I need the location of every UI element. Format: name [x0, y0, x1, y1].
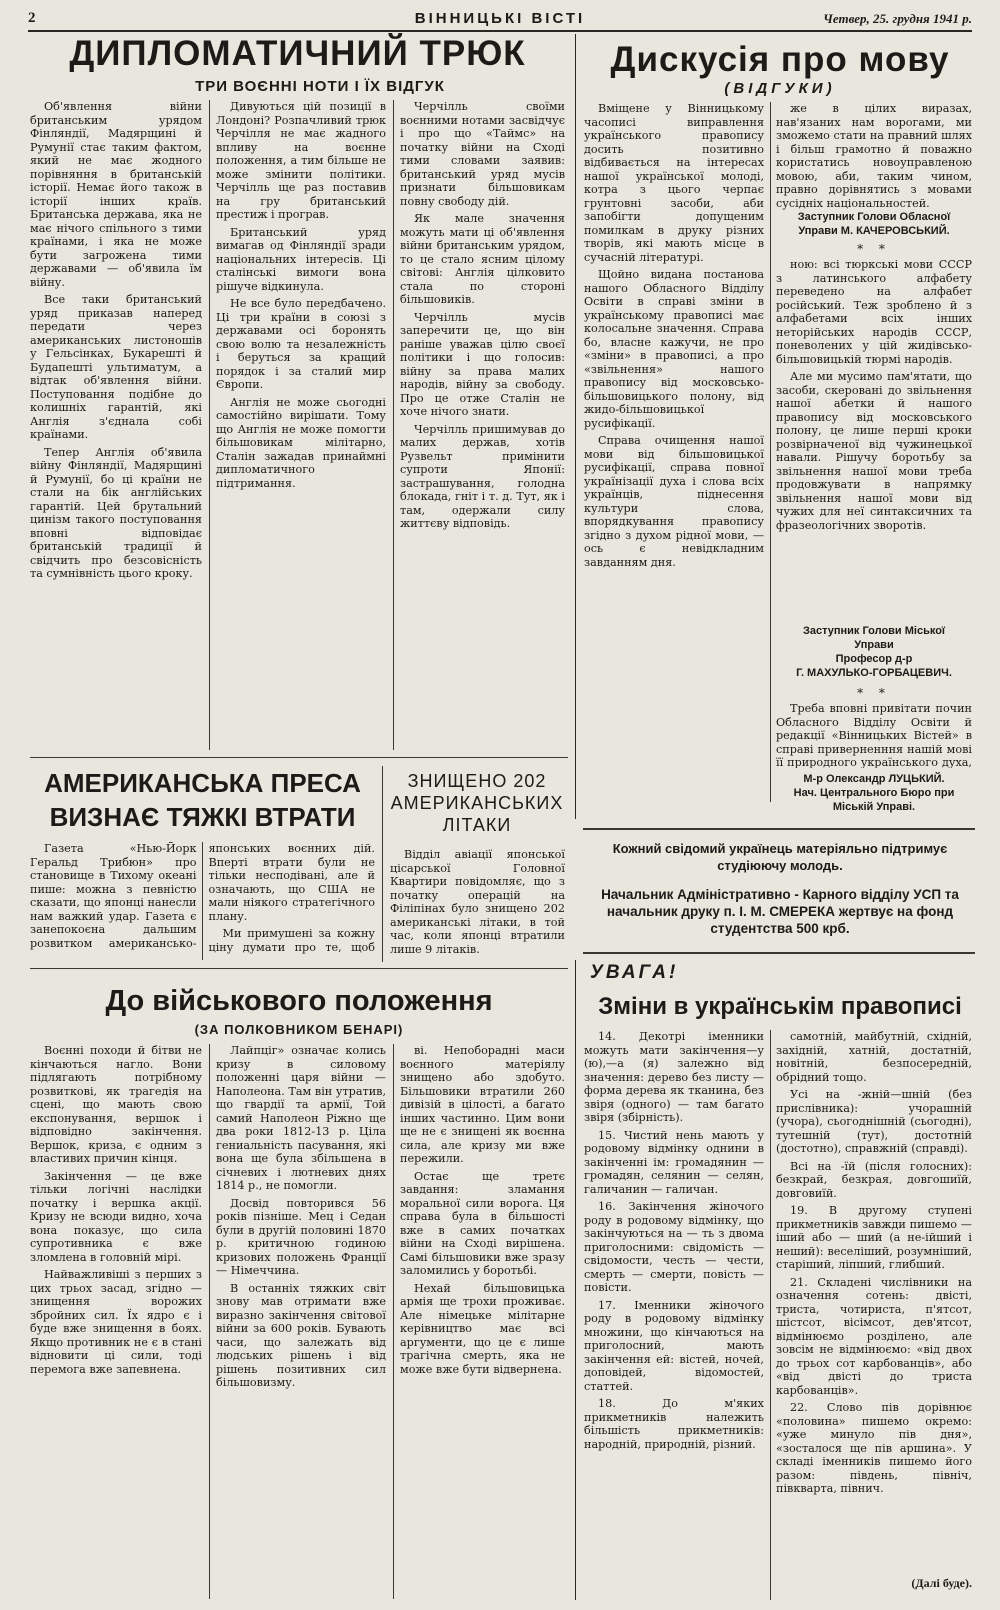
title-line: АМЕРИКАНСЬКА ПРЕСА — [44, 768, 361, 798]
article6-kicker: УВАГА! — [590, 962, 679, 983]
article2-subtitle: (ВІДГУКИ) — [724, 80, 836, 97]
signature-line: М-р Олександр ЛУЦЬКИЙ. — [803, 773, 945, 785]
paragraph: 16. Закінчення жіночого роду в родовому відмінку, що закінчуються на — ть з двома приголосними: свідомість — свідомости, честь — чести, смерть — смерти, повість — повісти. — [584, 1200, 764, 1294]
paragraph: Всі на -їй (після голосних): безкрай, безкрая, довгошиїй, довговиїй. — [776, 1159, 972, 1200]
appeal-text: Кожний свідомий українець матеріяльно підтримує студіюючу молодь. — [612, 841, 948, 873]
article6-title: Зміни в українськім правописі — [598, 993, 962, 1020]
paragraph: 22. Слово пів дорівнює «половина» пишемо окремо: «уже минуло пів дня», «зосталося ще пів аршина». У складі іменників пишемо його разом: південь, північ, півкварта, півнич. — [776, 1401, 972, 1495]
signature-makhulko — [776, 624, 972, 680]
signature-lutsky — [776, 772, 972, 814]
continuation-note: (Далі буде). — [911, 1576, 972, 1590]
article1-title: ДИПЛОМАТИЧНИЙ ТРЮК — [69, 34, 526, 73]
paragraph: Як мале значення можуть мати ці об'явлення війни британським урядом, то це стало ясним цілому світові: Англія цілковито стала по стороні більшовиків. — [400, 212, 565, 306]
signature-line: Заступник Голови Обласної — [797, 211, 951, 223]
article5-title: До військового положення — [105, 985, 493, 1017]
stars-divider: * * — [857, 686, 891, 700]
column-divider — [770, 102, 771, 802]
paragraph: Воєнні походи й бітви не кінчаються нагло. Вони підлягають потрібному розвиткові, як трагедія на сцені, що мають свою експонування, вершок і відповідно закінчення. Вершок, криза, є одним з властивих причин кінця. — [30, 1044, 202, 1165]
signature-line: Нач. Центрального Бюро при — [793, 787, 955, 799]
article1-column-2 — [216, 100, 386, 750]
article2-column-1 — [584, 102, 764, 802]
paragraph: 18. До м'яких прикметників належить більшість прикметників: народній, природній, різний. — [584, 1397, 764, 1451]
page-number: 2 — [28, 10, 36, 26]
paragraph: Відділ авіації японської цісарської Головної Квартири повідомляє, що з початку операцій на Філіпінах було знищено 202 американські літаки, в той час, коли японці втратили лише 9 літаків. — [390, 848, 565, 956]
article4-body — [390, 848, 565, 960]
column-divider — [393, 100, 394, 750]
paragraph: Дивуються цій позиції в Лондоні? Розпачливий трюк Черчілля не має жадного впливу на воєнне положення, а тим більше не може змінити політики. Черчілль ще раз поставив на гру британський престиж і програв. — [216, 100, 386, 221]
section-rule — [583, 828, 975, 830]
paragraph: Справа очищення нашої мови від більшовицької русифікації, справа повної українізації духа і слова всіх українців, піднесення культури слова, впорядкування правопису згідно з духом рідної мови, — ось є невідкладним завданням дня. — [584, 434, 764, 569]
column-divider — [209, 100, 210, 750]
column-divider — [770, 1030, 771, 1600]
paragraph: 15. Чистий нень мають у родовому відмінку однини в закінченні ім: громадянин — громадян, селянин — селян, галичанин — галичан. — [584, 1128, 764, 1196]
paragraph: Досвід повторився 56 років пізніше. Мец і Седан були в другій половині 1870 р. критичною годиною кризових положень Франції — Німеччина. — [216, 1196, 386, 1277]
paragraph: Усі на -жній—шній (без прислівника): учорашній (учора), сьогоднішній (сьогодні), тутешній (тут), достотній (достотно), справжній (справді). — [776, 1088, 972, 1155]
donation-notice: Начальник Адміністративно - Карного відділу УСП та начальник друку п. І. М. СМЕРЕКА жертвує на фонд студентства 500 крб. — [601, 887, 959, 936]
signature-line: Г. МАХУЛЬКО-ГОРБАЦЕВИЧ. — [796, 667, 952, 679]
paragraph: Ми примушені за кожну ціну думати про те, щоб — [208, 927, 375, 954]
paragraph: 21. Складені числівники на означення сотень: двісті, триста, чотириста, п'ятсот, шістсот, вісімсот, дев'ятсот, відмінюємо розділено, але зовсім не відмінюємо: «від двох до трьох сот карбованців», або «від двісті до триста карбованців». — [776, 1275, 972, 1397]
paragraph: 14. Декотрі іменники можуть мати закінчення—у (ю),—а (я) залежно від значення: дерево без листу — форма дерева як тканина, без звіря (одного) — там багато звіря (збірність). — [584, 1030, 764, 1124]
paragraph: Газета «Нью-Йорк Геральд Трибюн» про становище в Тихому океані пише: можна з певністю сказати, що японці нанесли нам важкий удар. Газета є занепокоєна дальшим розвитком американсько-японських воєнних дій. Вперті втрати були не тільки несподівані, але й означають, що США не мали ніякого стратегічного плану. — [30, 842, 375, 950]
article4-title — [388, 770, 566, 836]
paragraph: ною: всі тюркські мови СССР з латинського алфабету переведено на алфабет російський. Теж зроблено й з алфабетами всіх інших неторійських народів СССР, поневолених у цій жидівсько-більшовицькій тюрмі народів. — [776, 258, 972, 366]
column-divider — [209, 1044, 210, 1599]
stars-divider: * * — [857, 242, 891, 256]
section-divider — [575, 960, 576, 1600]
title-line: ЗНИЩЕНО 202 — [407, 771, 547, 791]
paragraph: В останніх тяжких світ знову мав отримати вже виразно закінчення світової війни за 600 років. Бувають часи, що залежать від людських рішень і від рішень позитивних сил більшовизму. — [216, 1281, 386, 1389]
paragraph: Щойно видана постанова нашого Обласного Відділу Освіти в справі зміни в українському правописі має колосальне значення. Справа бо, власне кажучи, не про «зміни» в правописі, а про «звільнення» нашого правопису від московсько-більшовицького полону, від жидо-більшовицької русифікації. — [584, 268, 764, 430]
paragraph: Нехай більшовицька армія ще трохи проживає. Але німецьке мілітарне керівництво має всі аргументи, що це є лише трагічна смерть, яка не може вже бути відвернена. — [400, 1281, 565, 1376]
issue-date: Четвер, 25. грудня 1941 р. — [823, 11, 972, 26]
paragraph: Треба вповні привітати почин Обласного Відділу Освіти й редакції «Вінницьких Вістей» в справі приверненння нашій мові її природного українського духа, — [776, 702, 972, 768]
article5-column-1 — [30, 1044, 202, 1599]
article6-column-1 — [584, 1030, 764, 1600]
paragraph: Черчілль пришимував до малих держав, хотів Рузвельт примінити супроти Японії: застрашування, голодна блокада, гніт і т. д. Тут, як і там, одержали силу життєву відповідь. — [400, 422, 565, 530]
paragraph: Вміщене у Вінницькому часописі виправлення українського правопису досить позитивно відбивається на інтересах нашої української молоді, котра з цього черпає грунтовні засоби, аби запобігти допущеним помилкам в друку різних творів, які мають місце в сучасній літературі. — [584, 102, 764, 264]
column-divider — [393, 1044, 394, 1599]
column-divider — [382, 766, 383, 962]
title-line: АМЕРИКАНСЬКИХ — [390, 793, 564, 813]
paragraph: Черчілль своїми воєнними нотами засвідчує і про що «Таймс» на початку війни на Сході тими словами заявив: британський уряд мусів признати більшовикам повну свободу дій. — [400, 100, 565, 208]
section-rule — [583, 952, 975, 954]
article3-title — [30, 766, 375, 834]
paragraph: Британський уряд вимагав од Фінляндії зради національних інтересів. Ці сталінські вимоги вона рішуче відкинула. — [216, 225, 386, 293]
paragraph: Але ми мусимо пам'ятати, що засоби, скеровані до звільнення нашої абетки й нашого правопису від московського полону, це лише перші кроки розвірначеної від чужинецької навали. Рішучу боротьбу за звільнення нашої мови треба продовжувати в напрямку звільнення нашої мови від чужих для неї синтаксичних та фразеологічних зворотів. — [776, 370, 972, 532]
article2-column-2-middle — [776, 258, 972, 618]
signature-line: Професор д-р — [835, 653, 913, 665]
paragraph: Закінчення — це вже тільки логічні наслідки початку і вершка акції. Кризу не всюди видно, хоча вона показує, що сила супротивника є вже зломлена в головній мірі. — [30, 1169, 202, 1264]
signature-line: Управи М. КАЧЕРОВСЬКИЙ. — [798, 225, 950, 237]
paragraph: Все таки британський уряд приказав наперед передати через американських листоношів у Гельсінках, Букарешті й Будапешті ультиматум, а відтак об'явлення війни. Поступовання подібне до колишніх гарантій, які Англія з'єднала собі країнами. — [30, 293, 202, 441]
signature-line: Міській Управі. — [832, 801, 916, 813]
signature-line: Управи — [854, 639, 894, 651]
signature-line: Заступник Голови Міської — [802, 625, 946, 637]
article2-column-2-bottom — [776, 702, 972, 768]
masthead — [28, 8, 972, 32]
section-divider — [575, 34, 576, 819]
paragraph: Остає ще третє завдання: зламання моральної сили ворога. Ця справа була в більшості вже в самих початках війни на Сході вирішена. Самі більшовики вже зразу заломились у боротьбі. — [400, 1169, 565, 1277]
paragraph: Найважливіші з перших з цих трьох засад, згідно — знищення ворожих збройних сил. Їх ядро є і буде вже знищення в боях. Якщо противник не є в стані відновити ці сили, тоді перемога вже запевнена. — [30, 1268, 202, 1376]
signature-kacherovsky — [776, 210, 972, 238]
newspaper-title: ВІННИЦЬКІ ВІСТІ — [414, 10, 586, 27]
article6-column-2 — [776, 1030, 972, 1570]
section-rule — [30, 968, 568, 969]
article5-column-2 — [216, 1044, 386, 1599]
article1-subtitle: ТРИ ВОЄННІ НОТИ І ЇХ ВІДГУК — [195, 78, 445, 95]
title-line: ВИЗНАЄ ТЯЖКІ ВТРАТИ — [49, 802, 356, 832]
paragraph: самотній, майбутній, східній, західній, хатній, достатній, новітній, безпосередній, обрідний тощо. — [776, 1030, 972, 1084]
paragraph: Англія не може сьогодні самостійно вирішати. Тому що Англія не може помогти більшовикам мілітарно, Сталін зажадав принаймні дипломатичного підтримання. — [216, 395, 386, 490]
paragraph: Об'явлення війни британським урядом Фінляндії, Мадярщині й Румунії стає таким фактом, який не має жодного порівняння в британській історії. Немає його також в історії інших країв. Британська держава, яка не має нічого спільного з тими країнами, і яка не може бути загрожена тими державами — об'явила їм війну. — [30, 100, 202, 289]
article3-body — [30, 842, 375, 960]
paragraph: 17. Іменники жіночого роду в родовому відмінку множини, що кінчаються на приголосний, мають закінчення ей: вістей, ночей, доповідей, відомостей, статтей. — [584, 1298, 764, 1393]
paragraph: Не все було передбачено. Ці три країни в союзі з державами осі боронять свою волю та незалежність і беруться за кращий порядок і за сталий мир Європи. — [216, 297, 386, 391]
article1-column-1 — [30, 100, 202, 750]
paragraph: Черчілль мусів заперечити це, що він раніше уважав цілю своєї політики і що голосив: війну за права малих народів, війну за свободу. Про це отже Сталін не хоче нічого знати. — [400, 310, 565, 418]
paragraph: Тепер Англія об'явила війну Фінляндії, Мадярщині й Румунії, бо ці країни не стали на бік англійських гарантій. Цей брутальний цинізм такого поступовання вповні відповідає британській традиції й свідчить про безсовісність та сумнівність цього кроку. — [30, 445, 202, 580]
paragraph: же в цілих виразах, нав'язаних нам ворогами, ми зможемо стати на правний шлях і більш грамотно й поважно користатись новоуправленою мовою, аби, таким чином, правно дорівнятись з мовами сусідніх національностей. — [776, 102, 972, 210]
paragraph: 19. В другому ступені прикметників завжди пишемо — іший або — ший (а не-ійший і неший): веселіший, розумніший, старіший, ліпший, глибший. — [776, 1204, 972, 1271]
article2-title: Дискусія про мову — [610, 40, 950, 79]
section-rule — [30, 757, 568, 758]
article5-column-3 — [400, 1044, 565, 1599]
paragraph: Лайпціг» означає колись кризу в силовому положенні царя війни — Наполеона. Там він утратив, що гвардії та армії, Той самий Наполеон Ріжно ще два роки 1812-13 р. Ціла гениальність пасування, які вона ще була збільшена в січневих і лютневих днях 1814 р., не помогли. — [216, 1044, 386, 1192]
paragraph: ві. Непоборадні маси воєнного матеріялу знищено або здобуто. Більшовики втратили 260 дивізій в цілості, а багато інших частинно. Цим вони ще не є знищені як воєнна сила, але кризу ми вже пережили. — [400, 1044, 565, 1165]
article1-column-3 — [400, 100, 565, 750]
title-line: ЛІТАКИ — [442, 815, 512, 835]
article5-subtitle: (ЗА ПОЛКОВНИКОМ БЕНАРІ) — [194, 1022, 404, 1037]
